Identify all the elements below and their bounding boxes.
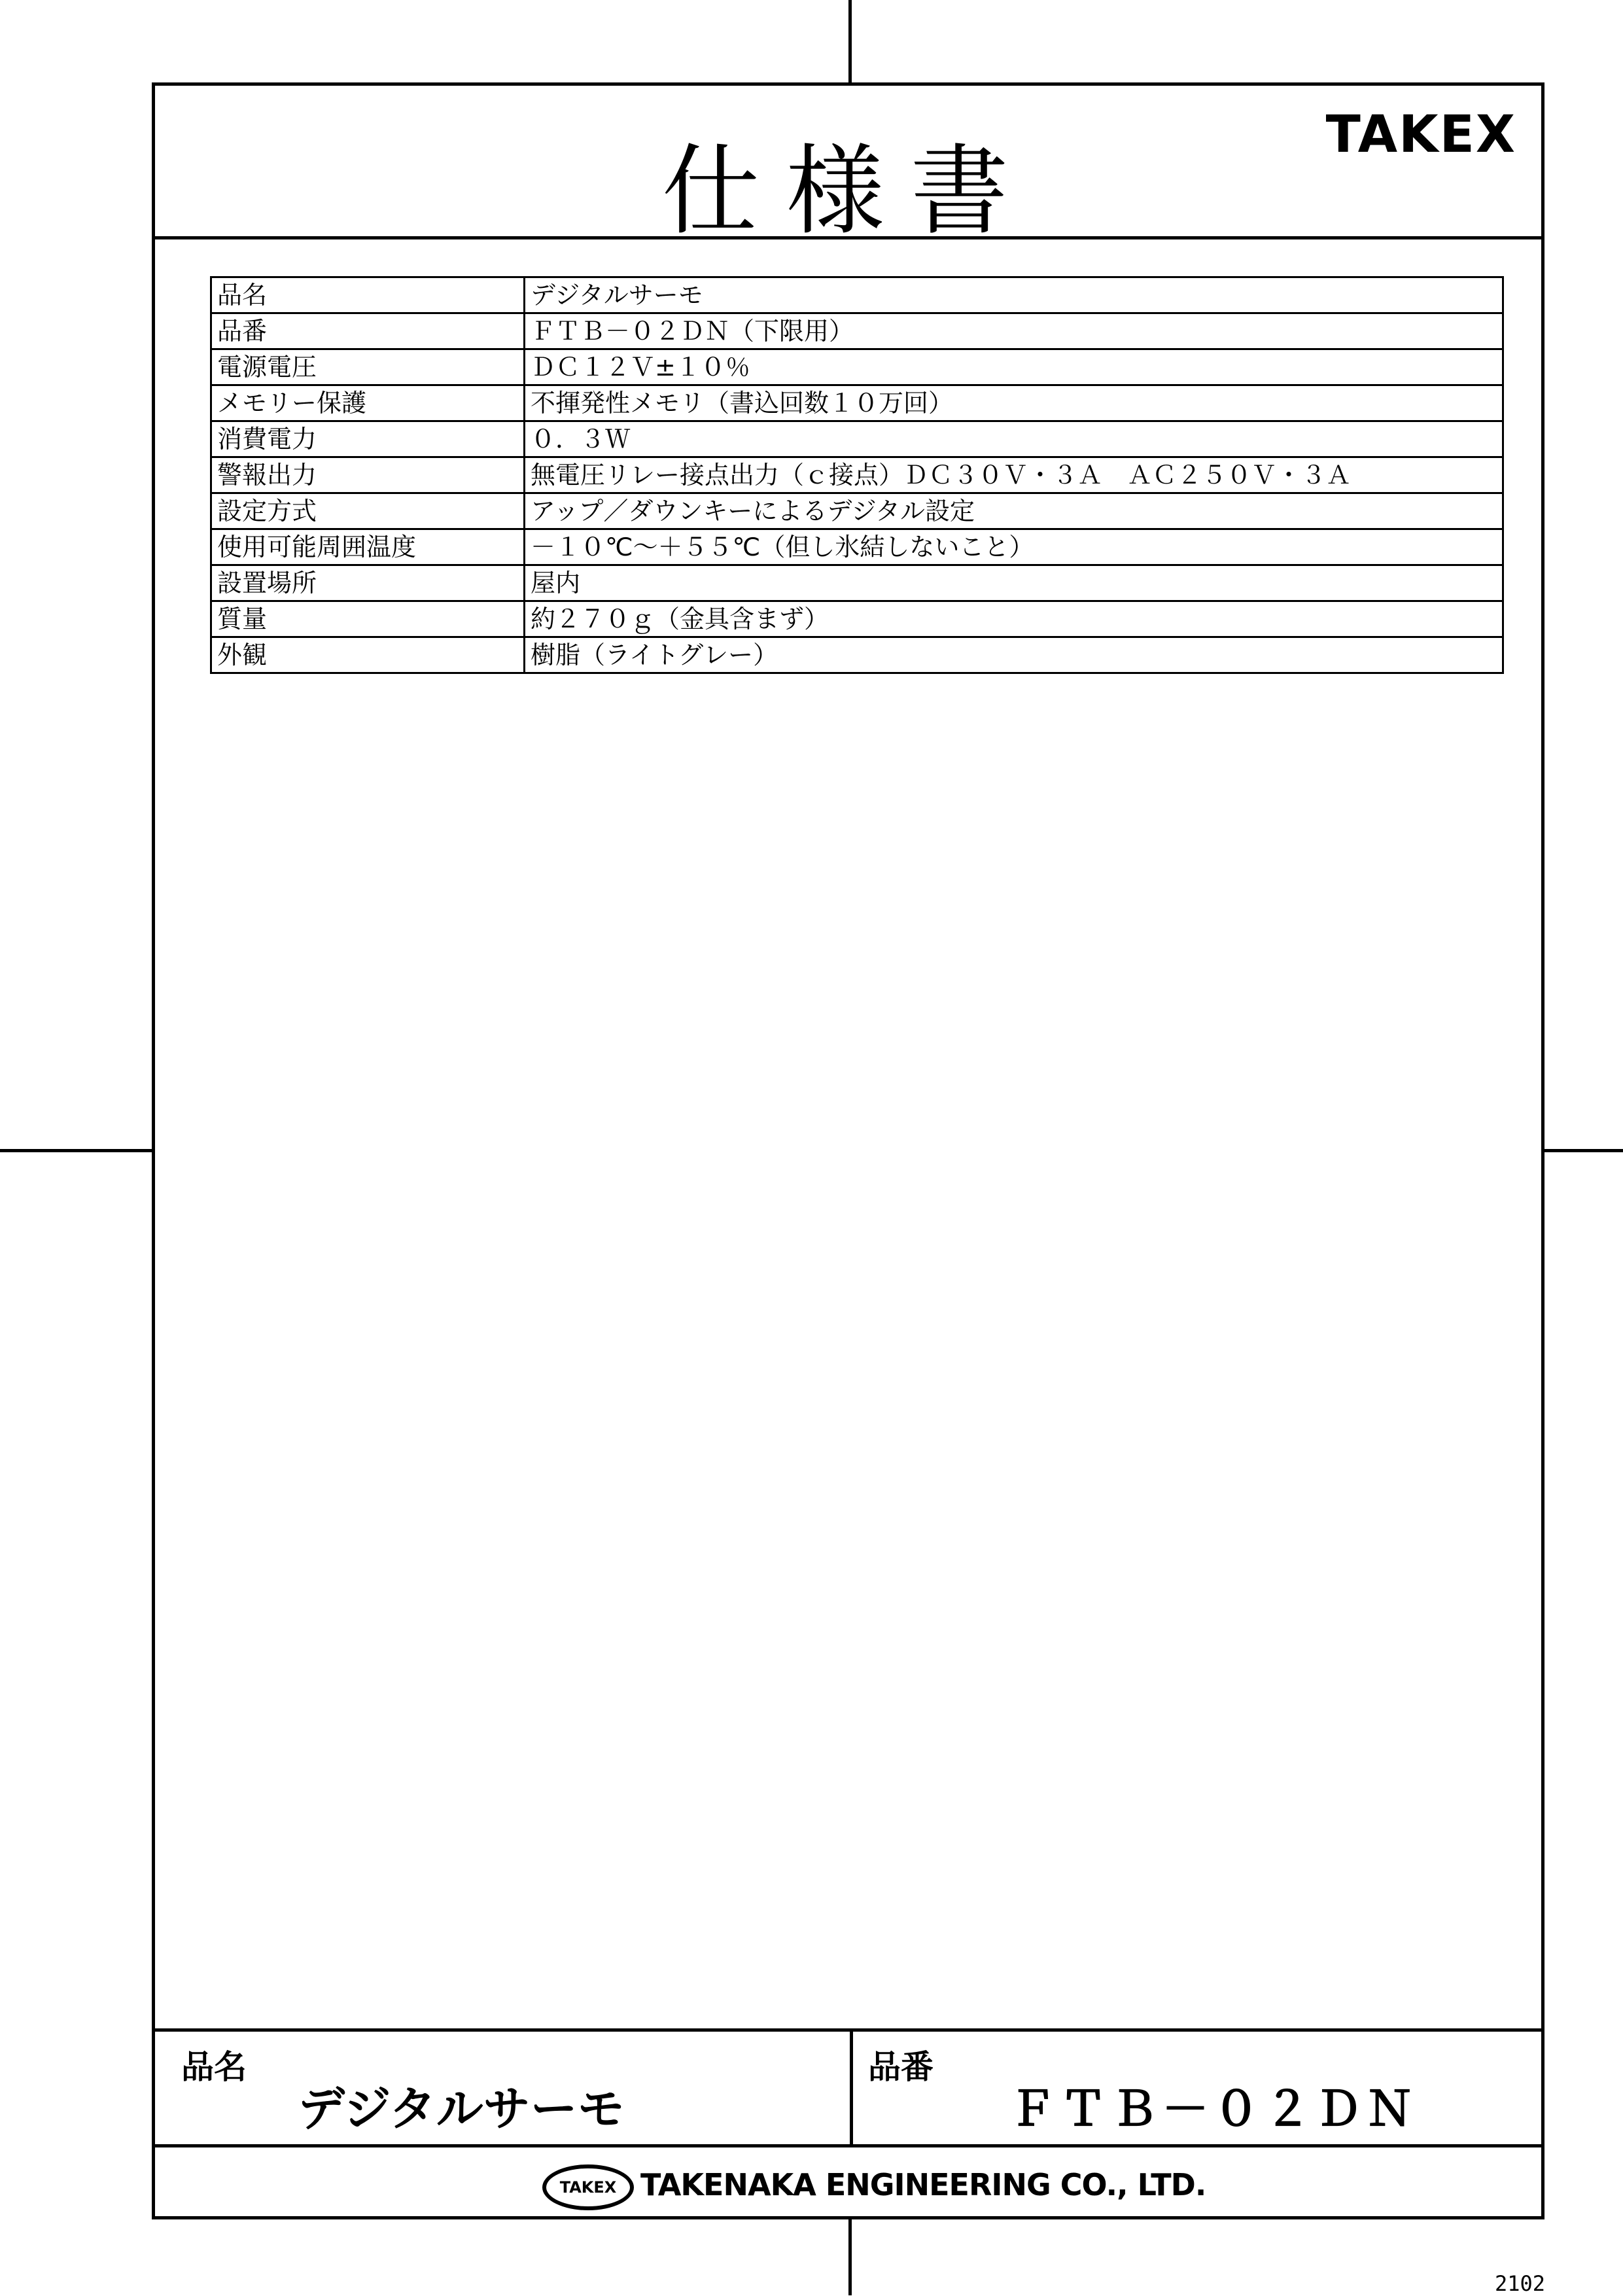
spec-value: －１０℃～＋５５℃（但し氷結しないこと） [525, 529, 1503, 565]
footer-name-value: デジタルサーモ [298, 2081, 625, 2136]
spec-value: ０．３Ｗ [525, 421, 1503, 457]
footer-product-info [155, 2028, 1541, 2147]
spec-label: メモリー保護 [211, 385, 525, 421]
crop-mark-top [848, 0, 852, 82]
company-name: TAKENAKA ENGINEERING CO., LTD. [640, 2167, 1206, 2202]
spec-value: 樹脂（ライトグレー） [525, 637, 1503, 673]
spec-value: 無電圧リレー接点出力（ｃ接点）ＤＣ３０Ｖ・３Ａ ＡＣ２５０Ｖ・３Ａ [525, 457, 1503, 493]
spec-label: 品名 [211, 277, 525, 313]
spec-row [211, 529, 1503, 565]
page-title: 仕様書 [661, 135, 1035, 249]
footer-number-label: 品番 [868, 2048, 934, 2086]
crop-mark-bottom [848, 2219, 852, 2295]
spec-table-body [211, 277, 1503, 673]
spec-table [210, 276, 1504, 674]
spec-label: 設定方式 [211, 493, 525, 529]
spec-value: アップ／ダウンキーによるデジタル設定 [525, 493, 1503, 529]
spec-row [211, 349, 1503, 385]
footer-name-label: 品名 [181, 2048, 247, 2086]
spec-label: 使用可能周囲温度 [211, 529, 525, 565]
spec-row [211, 313, 1503, 349]
spec-label: 電源電圧 [211, 349, 525, 385]
spec-label: 警報出力 [211, 457, 525, 493]
spec-value: ＤＣ１２Ｖ±１０％ [525, 349, 1503, 385]
spec-sheet-frame [152, 82, 1544, 2219]
spec-row [211, 493, 1503, 529]
spec-row [211, 601, 1503, 637]
spec-label: 質量 [211, 601, 525, 637]
spec-value: 不揮発性メモリ（書込回数１０万回） [525, 385, 1503, 421]
document-number: 2102 [1495, 2271, 1546, 2296]
spec-label: 外観 [211, 637, 525, 673]
footer-number-value: ＦＴＢ－０２ＤＮ [1009, 2081, 1418, 2136]
brand-logo: TAKEX [1325, 105, 1516, 164]
spec-row [211, 637, 1503, 673]
spec-label: 設置場所 [211, 565, 525, 601]
header [155, 86, 1541, 249]
crop-mark-right [1544, 1149, 1623, 1152]
spec-label: 品番 [211, 313, 525, 349]
company-logo: TAKEX [542, 2164, 634, 2210]
spec-value: 屋内 [525, 565, 1503, 601]
spec-value: ＦＴＢ－０２ＤＮ（下限用） [525, 313, 1503, 349]
spec-row [211, 277, 1503, 313]
spec-row [211, 421, 1503, 457]
spec-row [211, 385, 1503, 421]
crop-mark-left [0, 1149, 152, 1152]
footer-company [155, 2147, 1541, 2219]
spec-label: 消費電力 [211, 421, 525, 457]
spec-value: デジタルサーモ [525, 277, 1503, 313]
footer-divider [850, 2032, 853, 2144]
spec-row [211, 565, 1503, 601]
spec-value: 約２７０ｇ（金具含まず） [525, 601, 1503, 637]
spec-row [211, 457, 1503, 493]
